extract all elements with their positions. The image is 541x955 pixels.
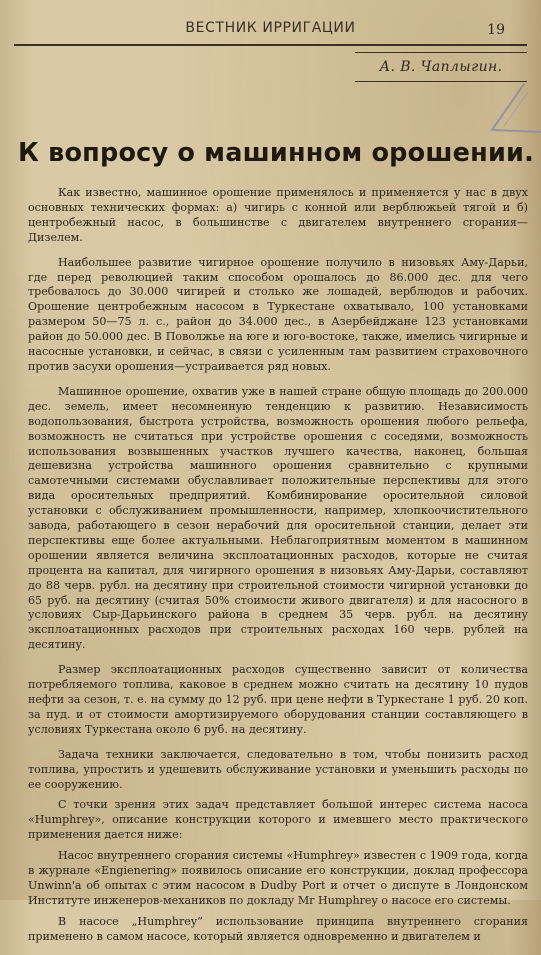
paragraph-2: Наибольшее развитие чигирное орошение получило в низовьях Аму-Дарьи, где перед революцией таким способом орошалось до 86.000 дес. для чего требовалось до 30.000 чигирей и столько же лошадей, верблюдов и рабочих. Орошение центробежным насосом в Туркестане охватывало, 100 установками размером 50—75 л. с., район до 34.000 дес., в Азербейджане 123 установками район до 50.000 дес. В Поволжье на юге и юго-востоке, также, имелись чигирные и насосные установки, и сейчас, в связи с усиленным там развитием страховочного против засухи орошения—устраивается ряд новых. <box>28 255 528 373</box>
paragraph-3: Машинное орошение, охватив уже в нашей стране общую площадь до 200.000 дес. земель, имеет несомненную тенденцию к развитию. Независимость водопользования, быстрота устройства, возможность орошения любого рельефа, возможность не считаться при устройстве орошения с соседями, возможность использования возвышенных участков лучшего качества, наконец, большая дешевизна устройства машинного орошения сравнительно с крупными самотечными системами обуславливает положительные перспективы для этого вида оросительных предприятий. Комбинирование оросительной силовой установки с обслуживанием промышленности, например, хлопкоочистительного завода, работающего в сезон нерабочий для оросительной станции, делает эти перспективы еще более актуальными. Неблагоприятным моментом в машинном орошении является величина эксплоатационных расходов, которые не считая процента на капитал, для чигирного орошения в низовьях Аму-Дарьи, составляют до 88 черв. рубл. на десятину при строительной стоимости чигирной установки до 65 руб. на десятину (считая 50% стоимости живого двигателя) и для насосного в условиях Сыр-Дарьинского района в среднем 35 черв. рубл. на десятину эксплоатационных расходов при строительных расходах 160 черв. рублей на десятину. <box>28 384 528 652</box>
paragraph-4: Размер эксплоатационных расходов существенно зависит от количества потребляемого топлива, каковое в среднем можно считать на десятину 10 пудов нефти за сезон, т. е. на сумму до 12 руб. при цене нефти в Туркестане 1 руб. 20 коп. за пуд. и от стоимости амортизируемого оборудования станции составляющего в условиях Туркестана около 6 руб. на десятину. <box>28 663 528 736</box>
paragraph-6: С точки зрения этих задач представляет большой интерес система насоса «Humphrey», описание конструкции которого и имевшего место практического применения дается ниже: <box>28 798 528 842</box>
paragraph-8: В насосе „Humphrey“ использование принципа внутреннего сгорания применено в самом насосе, который является одновременно и двигателем и <box>28 914 528 943</box>
paragraph-1: Как известно, машинное орошение применялось и применяется у нас в двух основных технических формах: а) чигирь с конной или верблюжьей тягой и б) центробежный насос, в большинстве с двигателем внутреннего сгорания—Дизелем. <box>28 186 528 244</box>
paragraph-5: Задача техники заключается, следовательно в том, чтобы понизить расход топлива, упростить и удешевить обслуживание установки и уменьшить расходы по ее сооружению. <box>28 747 528 791</box>
article-title: К вопросу о машинном орошении. <box>18 138 534 168</box>
journal-title: ВЕСТНИК ИРРИГАЦИИ <box>185 20 356 36</box>
article-body <box>28 186 528 955</box>
page-number: 19 <box>487 22 505 38</box>
paragraph-7: Насос внутреннего сгорания системы «Humphrey» известен с 1909 года, когда в журнале «Engienering» появилось описание его конструкции, доклад профессора Unwinn'а об опытах с этим насосом в Dudby Port и отчет о диспуте в Лондонском Институте инженеров-механиков по докладу Mr Humphrey о насосе его системы. <box>28 849 528 907</box>
author-name: А. В. Чаплыгин. <box>379 59 503 75</box>
running-header <box>14 14 527 46</box>
